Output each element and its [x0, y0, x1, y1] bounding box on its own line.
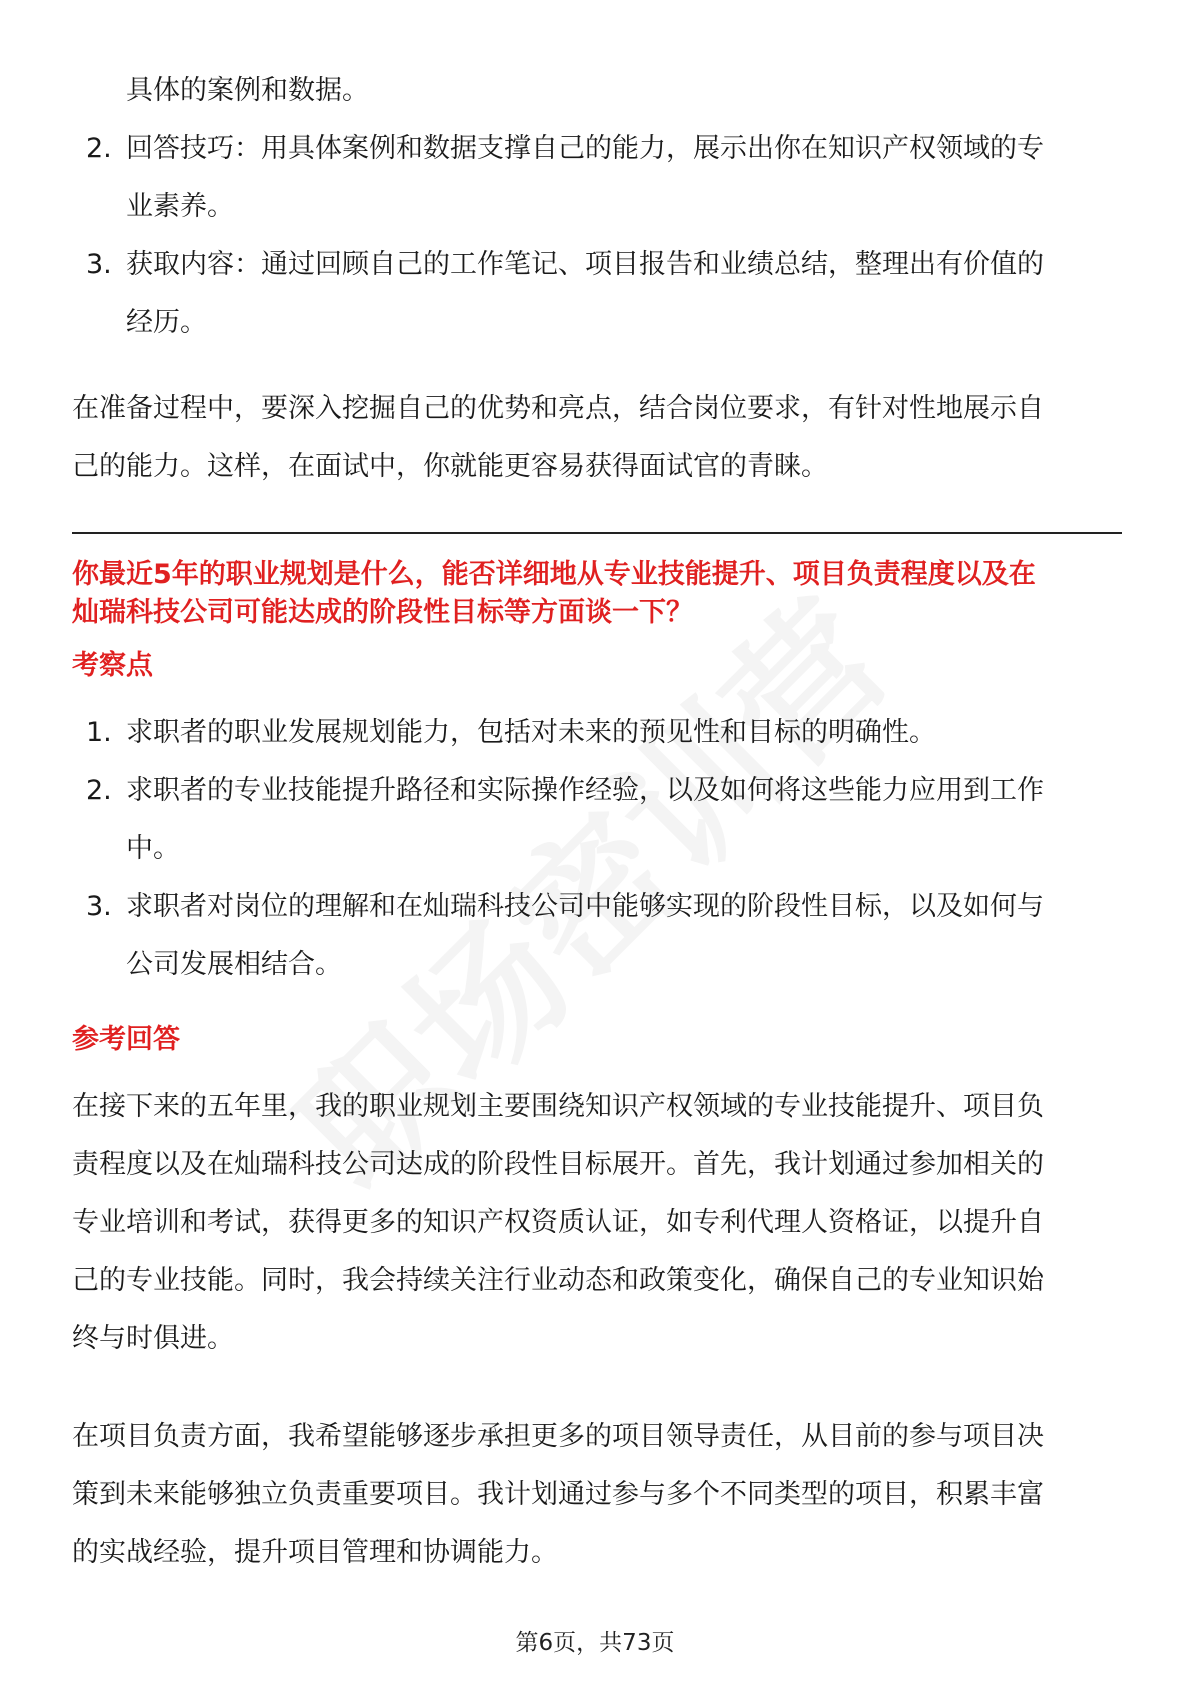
paragraph-line: 终与时俱进。: [72, 1323, 234, 1354]
paragraph-line: 的实战经验，提升项目管理和协调能力。: [72, 1537, 558, 1568]
list-number: 2.: [86, 775, 112, 806]
question-line: 灿瑞科技公司可能达成的阶段性目标等方面谈一下？: [72, 597, 693, 628]
list-item: [72, 878, 1122, 994]
list-item-continuation: 具体的案例和数据。: [126, 75, 369, 106]
summary-paragraph: [72, 380, 1122, 496]
question-line: 你最近5年的职业规划是什么，能否详细地从专业技能提升、项目负责程度以及在: [72, 559, 1036, 590]
list-item: [72, 704, 1122, 762]
list-item-line: 求职者对岗位的理解和在灿瑞科技公司中能够实现的阶段性目标，以及如何与: [126, 891, 1044, 922]
list-item-line: 求职者的职业发展规划能力，包括对未来的预见性和目标的明确性。: [126, 717, 936, 748]
list-item-line: 求职者的专业技能提升路径和实际操作经验，以及如何将这些能力应用到工作: [126, 775, 1044, 806]
page-content: [72, 62, 1122, 1582]
paragraph-line: 己的能力。这样，在面试中，你就能更容易获得面试官的青睐。: [72, 451, 828, 482]
paragraph-line: 在项目负责方面，我希望能够逐步承担更多的项目领导责任，从目前的参与项目决: [72, 1421, 1044, 1452]
list-item-line: 中。: [126, 833, 180, 864]
list-item: [72, 762, 1122, 878]
list-item-line: 经历。: [126, 307, 207, 338]
list-number: 3.: [86, 249, 112, 280]
answer-paragraph: [72, 1408, 1122, 1582]
list-item-line: 业素养。: [126, 191, 234, 222]
paragraph-line: 在准备过程中，要深入挖掘自己的优势和亮点，结合岗位要求，有针对性地展示自: [72, 393, 1044, 424]
list-number: 3.: [86, 891, 112, 922]
paragraph-line: 策到未来能够独立负责重要项目。我计划通过参与多个不同类型的项目，积累丰富: [72, 1479, 1044, 1510]
list-item-line: 获取内容：通过回顾自己的工作笔记、项目报告和业绩总结，整理出有价值的: [126, 249, 1044, 280]
list-item: [72, 120, 1122, 236]
list-item: [72, 236, 1122, 352]
interview-question: [72, 556, 1122, 632]
list-number: 1.: [86, 717, 112, 748]
paragraph-line: 己的专业技能。同时，我会持续关注行业动态和政策变化，确保自己的专业知识始: [72, 1265, 1044, 1296]
paragraph-line: 在接下来的五年里，我的职业规划主要围绕知识产权领域的专业技能提升、项目负: [72, 1091, 1044, 1122]
list-number: 2.: [86, 133, 112, 164]
answer-heading: 参考回答: [72, 1024, 180, 1055]
list-item-line: 公司发展相结合。: [126, 949, 342, 980]
paragraph-line: 责程度以及在灿瑞科技公司达成的阶段性目标展开。首先，我计划通过参加相关的: [72, 1149, 1044, 1180]
paragraph-line: 专业培训和考试，获得更多的知识产权资质认证，如专利代理人资格证，以提升自: [72, 1207, 1044, 1238]
focus-heading: 考察点: [72, 650, 153, 681]
list-item-line: 回答技巧：用具体案例和数据支撑自己的能力，展示出你在知识产权领域的专: [126, 133, 1044, 164]
page-number: 第6页，共73页: [515, 1630, 675, 1656]
answer-paragraph: [72, 1078, 1122, 1368]
section-divider: [72, 532, 1122, 534]
